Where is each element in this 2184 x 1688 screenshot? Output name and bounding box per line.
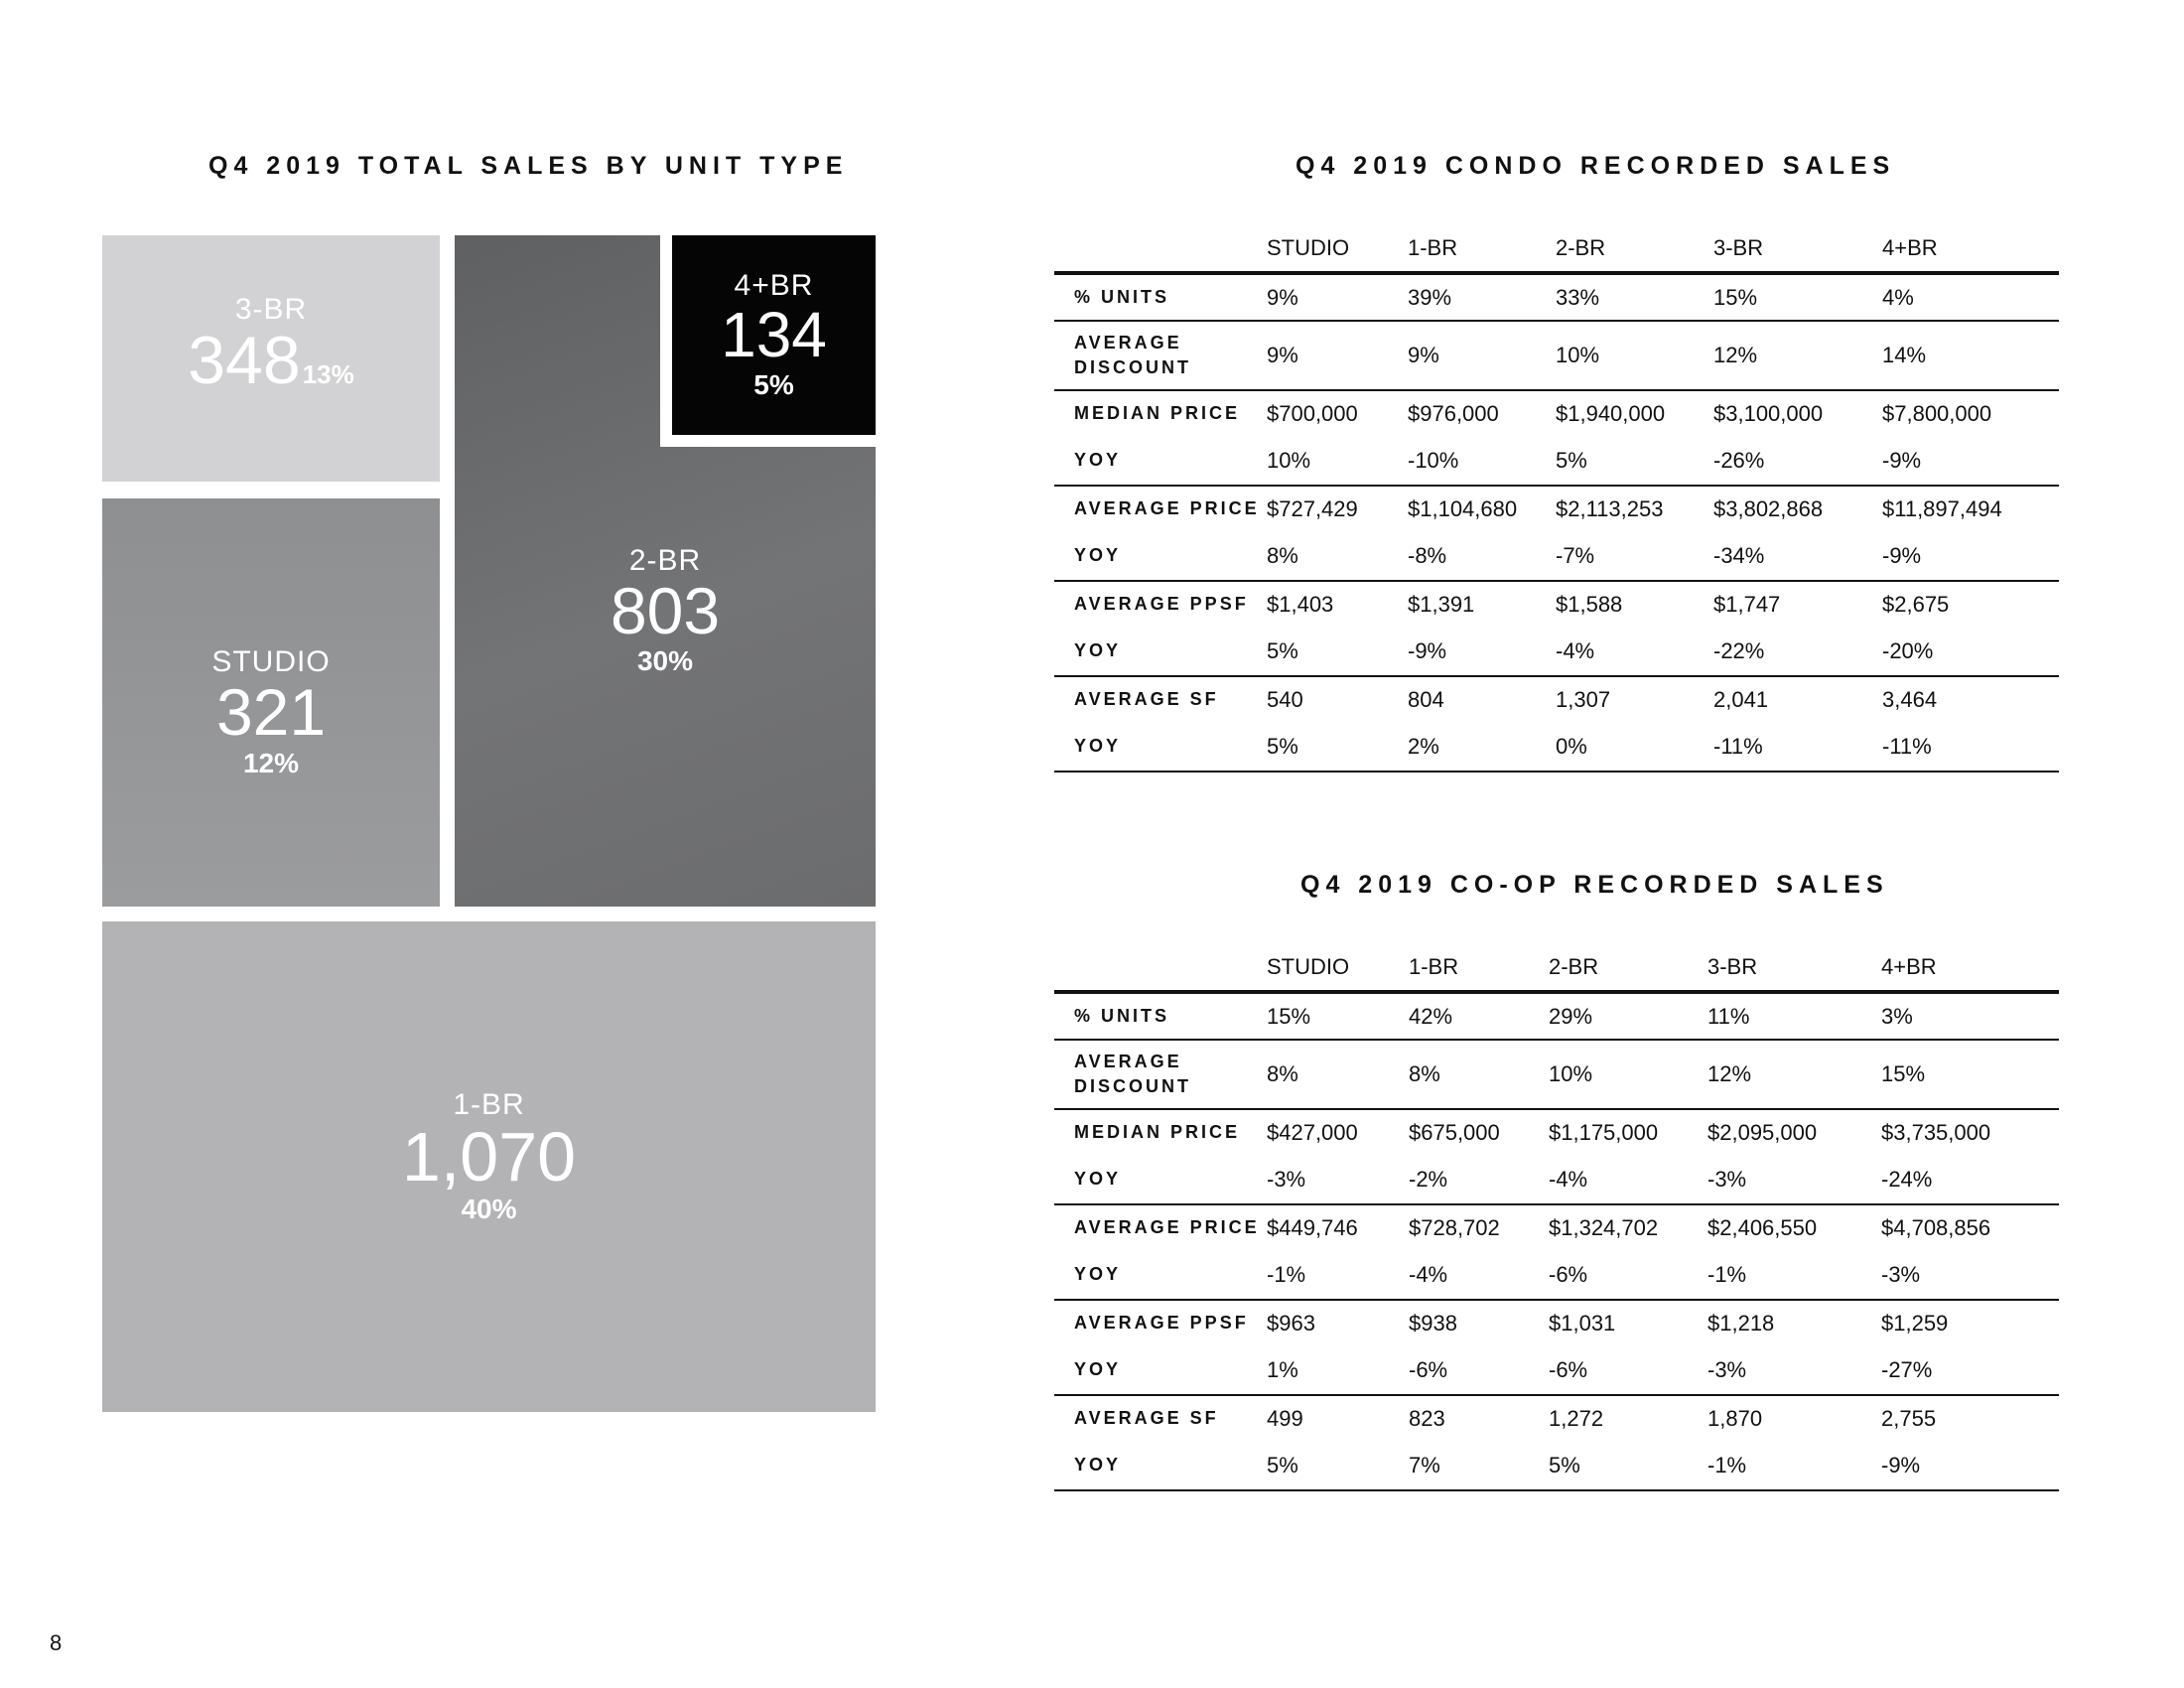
table-header-row [1054,943,2059,992]
table-cell: 15% [1713,273,1882,321]
table-cell: 2,755 [1881,1406,1937,1431]
table-cell: 5% [1549,1442,1707,1490]
page-number: 8 [50,1630,63,1655]
table-cell: $938 [1409,1311,1457,1336]
table-cell: $3,100,000 [1713,401,1824,426]
table-cell: 5% [1267,1442,1409,1490]
table-cell: -11% [1882,723,2059,772]
coop-sales-table [1054,943,2059,1491]
table-cell: 7% [1409,1442,1549,1490]
table-cell: 10% [1549,1040,1707,1109]
table-cell: -34% [1713,532,1882,581]
table-cell: $1,259 [1881,1311,1949,1336]
row-label: AVERAGE PRICE [1074,498,1260,519]
table-cell: $1,747 [1713,592,1781,617]
tile-2br-value: 803 [610,573,721,647]
row-label: MEDIAN PRICE [1074,1122,1241,1143]
table-cell: -7% [1556,532,1713,581]
table-cell: $1,588 [1556,592,1623,617]
tile-4br-pct: 5% [753,368,794,400]
table-cell: 4% [1882,273,2059,321]
table-cell: -3% [1881,1251,2059,1300]
row-label: AVERAGE DISCOUNT [1054,321,1267,390]
table-cell: -6% [1549,1251,1707,1300]
row-label: % UNITS [1054,273,1267,321]
table-cell: $3,802,868 [1713,496,1824,521]
table-cell: $675,000 [1409,1120,1500,1145]
row-label: AVERAGE DISCOUNT [1054,1040,1267,1109]
tile-4br-label: 4+BR [734,269,814,303]
tile-3br-label: 3-BR [234,293,308,326]
table-cell: -1% [1707,1442,1881,1490]
tile-2br-label: 2-BR [628,543,702,577]
tile-studio [102,498,440,907]
tile-3br-value: 348 [188,323,301,398]
table-cell: 33% [1556,273,1713,321]
table-cell: -8% [1408,532,1556,581]
table-cell: 29% [1549,992,1707,1040]
row-label: % UNITS [1054,992,1267,1040]
table-cell: -3% [1707,1346,1881,1395]
table-row [1054,1395,2059,1442]
table-header-row [1054,224,2059,273]
table-cell: 9% [1267,273,1408,321]
table-cell: -1% [1707,1251,1881,1300]
table-row [1054,390,2059,437]
table-row [1054,676,2059,723]
table-row [1054,1109,2059,1156]
table-cell: $1,391 [1408,592,1475,617]
table-row [1054,1442,2059,1490]
table-cell: $2,406,550 [1707,1215,1818,1240]
row-label: AVERAGE PRICE [1074,1217,1260,1238]
table-cell: $1,031 [1549,1311,1616,1336]
table-cell: $2,095,000 [1707,1120,1818,1145]
table-cell: -6% [1409,1346,1549,1395]
table-row [1054,1156,2059,1204]
table-cell: 15% [1267,992,1409,1040]
table-cell: 1% [1267,1346,1409,1395]
table-cell: $1,324,702 [1549,1215,1659,1240]
table-cell: $727,429 [1267,496,1358,521]
table-cell: 5% [1267,723,1408,772]
table-cell: -3% [1707,1156,1881,1204]
tile-2br-pct: 30% [636,645,694,677]
table-cell: $1,218 [1707,1311,1775,1336]
table-cell: 12% [1707,1040,1881,1109]
table-cell: 11% [1707,992,1881,1040]
condo-table-title: Q4 2019 CONDO RECORDED SALES [1296,152,1896,180]
table-cell: -4% [1556,628,1713,676]
table-cell: 42% [1409,992,1549,1040]
table-cell: 3% [1881,992,2059,1040]
table-cell: $1,175,000 [1549,1120,1659,1145]
table-row [1054,1300,2059,1346]
coop-table-title: Q4 2019 CO-OP RECORDED SALES [1300,871,1889,899]
row-label: YOY [1054,1346,1267,1395]
table-cell: 10% [1267,437,1408,486]
table-cell: -9% [1882,532,2059,581]
table-cell: $2,675 [1882,592,1950,617]
table-row [1054,992,2059,1040]
column-header: STUDIO [1267,943,1409,992]
column-header: 3-BR [1707,943,1881,992]
tile-1br-value: 1,070 [401,1117,577,1196]
header-blank [1054,224,1267,273]
table-cell: 8% [1267,532,1408,581]
table-cell: $2,113,253 [1556,496,1664,521]
tile-1br [102,921,876,1412]
row-label: MEDIAN PRICE [1074,403,1241,424]
table-cell: 823 [1409,1406,1445,1431]
row-label: AVERAGE SF [1074,689,1219,710]
table-cell: $976,000 [1408,401,1499,426]
table-cell: $963 [1267,1311,1315,1336]
table-cell: 5% [1556,437,1713,486]
row-label: YOY [1054,437,1267,486]
row-label: YOY [1054,1251,1267,1300]
table-cell: 2,041 [1713,687,1769,712]
column-header: 1-BR [1409,943,1549,992]
table-cell: -4% [1409,1251,1549,1300]
column-header: 1-BR [1408,224,1556,273]
column-header: 4+BR [1881,943,2059,992]
table-cell: 0% [1556,723,1713,772]
table-cell: -24% [1881,1156,2059,1204]
tile-3br [102,235,440,482]
table-cell: -3% [1267,1156,1409,1204]
table-cell: 12% [1713,321,1882,390]
tile-3br-pct: 13% [302,359,354,389]
tile-4br [672,235,876,435]
table-cell: -11% [1713,723,1882,772]
table-cell: $700,000 [1267,401,1358,426]
table-cell: 1,307 [1556,687,1611,712]
table-cell: 2% [1408,723,1556,772]
table-cell: -2% [1409,1156,1549,1204]
table-cell: $427,000 [1267,1120,1358,1145]
table-cell: 3,464 [1882,687,1938,712]
table-cell: -27% [1881,1346,2059,1395]
table-cell: -26% [1713,437,1882,486]
table-row [1054,723,2059,772]
table-cell: 804 [1408,687,1444,712]
table-cell: 1,272 [1549,1406,1604,1431]
table-cell: -1% [1267,1251,1409,1300]
table-row [1054,273,2059,321]
table-cell: 8% [1267,1040,1409,1109]
row-label: YOY [1054,628,1267,676]
header-blank [1054,943,1267,992]
table-cell: $7,800,000 [1882,401,1992,426]
tile-studio-label: STUDIO [211,645,331,679]
row-label: AVERAGE SF [1074,1408,1219,1429]
table-cell: $4,708,856 [1881,1215,1991,1240]
tile-4br-value: 134 [721,299,827,371]
row-label: YOY [1054,532,1267,581]
table-row [1054,437,2059,486]
treemap-title: Q4 2019 TOTAL SALES BY UNIT TYPE [208,152,849,180]
table-row [1054,321,2059,390]
table-cell: -9% [1881,1442,2059,1490]
table-cell: -10% [1408,437,1556,486]
row-label: YOY [1054,723,1267,772]
table-cell: 9% [1267,321,1408,390]
table-cell: 9% [1408,321,1556,390]
row-label: YOY [1054,1442,1267,1490]
table-cell: $11,897,494 [1882,496,2002,521]
table-cell: -22% [1713,628,1882,676]
table-row [1054,1251,2059,1300]
table-row [1054,1204,2059,1251]
column-header: STUDIO [1267,224,1408,273]
table-cell: 540 [1267,687,1303,712]
table-row [1054,1346,2059,1395]
table-cell: 499 [1267,1406,1303,1431]
table-row [1054,581,2059,628]
column-header: 4+BR [1882,224,2059,273]
table-cell: 8% [1409,1040,1549,1109]
table-row [1054,532,2059,581]
row-label: AVERAGE PPSF [1074,594,1249,615]
table-cell: $449,746 [1267,1215,1358,1240]
table-cell: 15% [1881,1040,2059,1109]
tile-studio-pct: 12% [242,747,300,778]
table-row [1054,486,2059,532]
table-cell: $1,940,000 [1556,401,1666,426]
table-cell: $3,735,000 [1881,1120,1991,1145]
table-cell: $728,702 [1409,1215,1500,1240]
table-cell: $1,104,680 [1408,496,1518,521]
column-header: 2-BR [1549,943,1707,992]
table-cell: 14% [1882,321,2059,390]
tile-1br-pct: 40% [461,1194,517,1225]
table-cell: 39% [1408,273,1556,321]
table-cell: 10% [1556,321,1713,390]
table-cell: -4% [1549,1156,1707,1204]
table-row [1054,1040,2059,1109]
table-cell: -20% [1882,628,2059,676]
table-cell: 5% [1267,628,1408,676]
column-header: 2-BR [1556,224,1713,273]
row-label: AVERAGE PPSF [1074,1313,1249,1334]
table-cell: -9% [1408,628,1556,676]
table-cell: -6% [1549,1346,1707,1395]
table-cell: 1,870 [1707,1406,1763,1431]
table-row [1054,628,2059,676]
row-label: YOY [1054,1156,1267,1204]
column-header: 3-BR [1713,224,1882,273]
table-cell: -9% [1882,437,2059,486]
tile-1br-label: 1-BR [453,1087,525,1121]
condo-sales-table [1054,224,2059,773]
tile-studio-value: 321 [215,675,327,750]
table-cell: $1,403 [1267,592,1334,617]
